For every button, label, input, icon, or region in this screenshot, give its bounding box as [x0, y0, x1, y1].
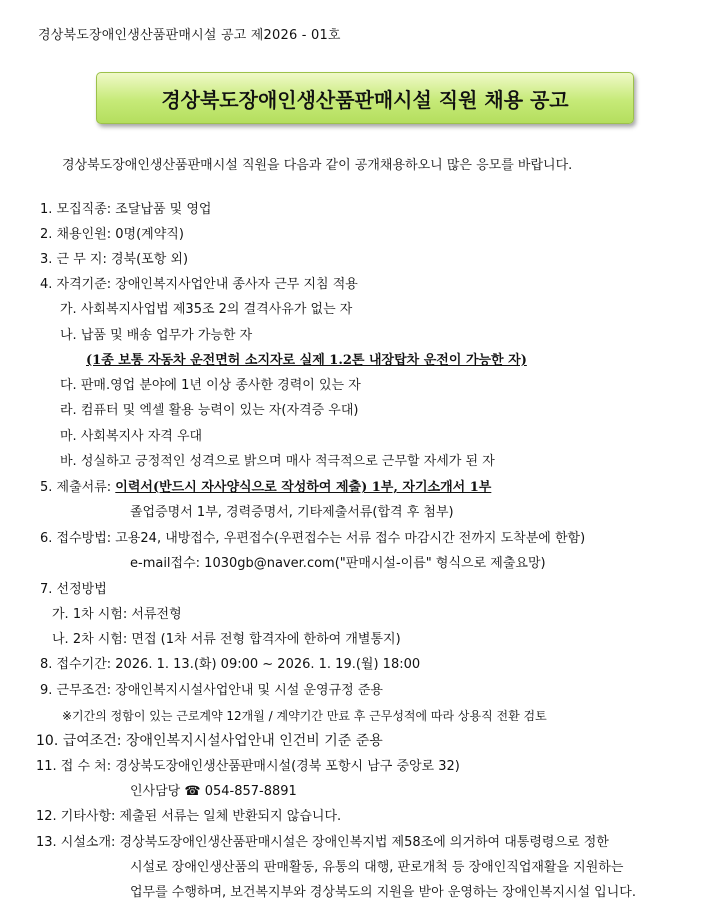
intro-text: 경상북도장애인생산품판매시설 직원을 다음과 같이 공개채용하오니 많은 응모를 바랍니다.: [62, 158, 573, 173]
qualification-f: 바. 성실하고 긍정적인 성격으로 밝으며 매사 적극적으로 근무할 자세가 된 자: [60, 454, 495, 469]
item-documents: [40, 479, 491, 497]
documents-additional: 졸업증명서 1부, 경력증명서, 기타제출서류(합격 후 첨부): [130, 505, 454, 520]
qualification-b-note: (1종 보통 자동차 운전면허 소지자로 실제 1.2톤 내장탑차 운전이 가능한 자): [86, 353, 527, 368]
documents-label: 5. 제출서류:: [40, 480, 112, 495]
item-job-type: 1. 모집직종: 조달납품 및 영업: [40, 202, 212, 217]
item-qualification: 4. 자격기준: 장애인복지사업안내 종사자 근무 지침 적용: [40, 277, 358, 292]
item-reception: 11. 접 수 처: 경상북도장애인생산품판매시설(경북 포항시 남구 중앙로 32): [36, 759, 460, 774]
item-selection: 7. 선정방법: [40, 582, 107, 597]
item-conditions: 9. 근무조건: 장애인복지시설사업안내 및 시설 운영규정 준용: [40, 683, 383, 698]
qualification-e: 마. 사회복지사 자격 우대: [60, 429, 203, 444]
conditions-note: ※기간의 정함이 있는 근로계약 12개월 / 계약기간 만료 후 근무성적에 따라 상용직 전환 검토: [62, 709, 547, 723]
item-salary: 10. 급여조건: 장애인복지시설사업안내 인건비 기준 준용: [36, 733, 383, 749]
selection-second: 나. 2차 시험: 면접 (1차 서류 전형 합격자에 한하여 개별통지): [52, 632, 401, 647]
qualification-a: 가. 사회복지사업법 제35조 2의 결격사유가 없는 자: [60, 302, 353, 317]
facility-intro-line2: 시설로 장애인생산품의 판매활동, 유통의 대행, 판로개척 등 장애인직업재활을 지원하는: [130, 860, 624, 875]
qualification-c: 다. 판매.영업 분야에 1년 이상 종사한 경력이 있는 자: [60, 378, 361, 393]
item-facility-intro: 13. 시설소개: 경상북도장애인생산품판매시설은 장애인복지법 제58조에 의거하여 대통령령으로 정한: [36, 835, 609, 850]
facility-intro-line3: 업무를 수행하며, 보건복지부와 경상북도의 지원을 받아 운영하는 장애인복지시설 입니다.: [130, 885, 636, 900]
item-misc: 12. 기타사항: 제출된 서류는 일체 반환되지 않습니다.: [36, 809, 342, 824]
item-application-method: 6. 접수방법: 고용24, 내방접수, 우편접수(우편접수는 서류 접수 마감시간 전까지 도착분에 한함): [40, 531, 586, 546]
page-title: 경상북도장애인생산품판매시설 직원 채용 공고: [161, 87, 569, 112]
reception-contact: 인사담당 ☎ 054-857-8891: [130, 784, 297, 799]
item-workplace: 3. 근 무 지: 경북(포항 외): [40, 252, 189, 267]
selection-first: 가. 1차 시험: 서류전형: [52, 607, 182, 622]
title-banner: [96, 72, 634, 124]
application-email: e-mail접수: 1030gb@naver.com("판매시설-이름" 형식으로 제출요망): [130, 556, 546, 571]
item-headcount: 2. 채용인원: 0명(계약직): [40, 227, 184, 242]
item-period: 8. 접수기간: 2026. 1. 13.(화) 09:00 ~ 2026. 1. 19.(월) 18:00: [40, 657, 421, 672]
documents-required: 이력서(반드시 자사양식으로 작성하여 제출) 1부, 자기소개서 1부: [115, 480, 492, 495]
qualification-b: 나. 납품 및 배송 업무가 가능한 자: [60, 328, 253, 343]
document-number: 경상북도장애인생산품판매시설 공고 제2026 - 01호: [38, 28, 341, 43]
qualification-d: 라. 컴퓨터 및 엑셀 활용 능력이 있는 자(자격증 우대): [60, 403, 359, 418]
